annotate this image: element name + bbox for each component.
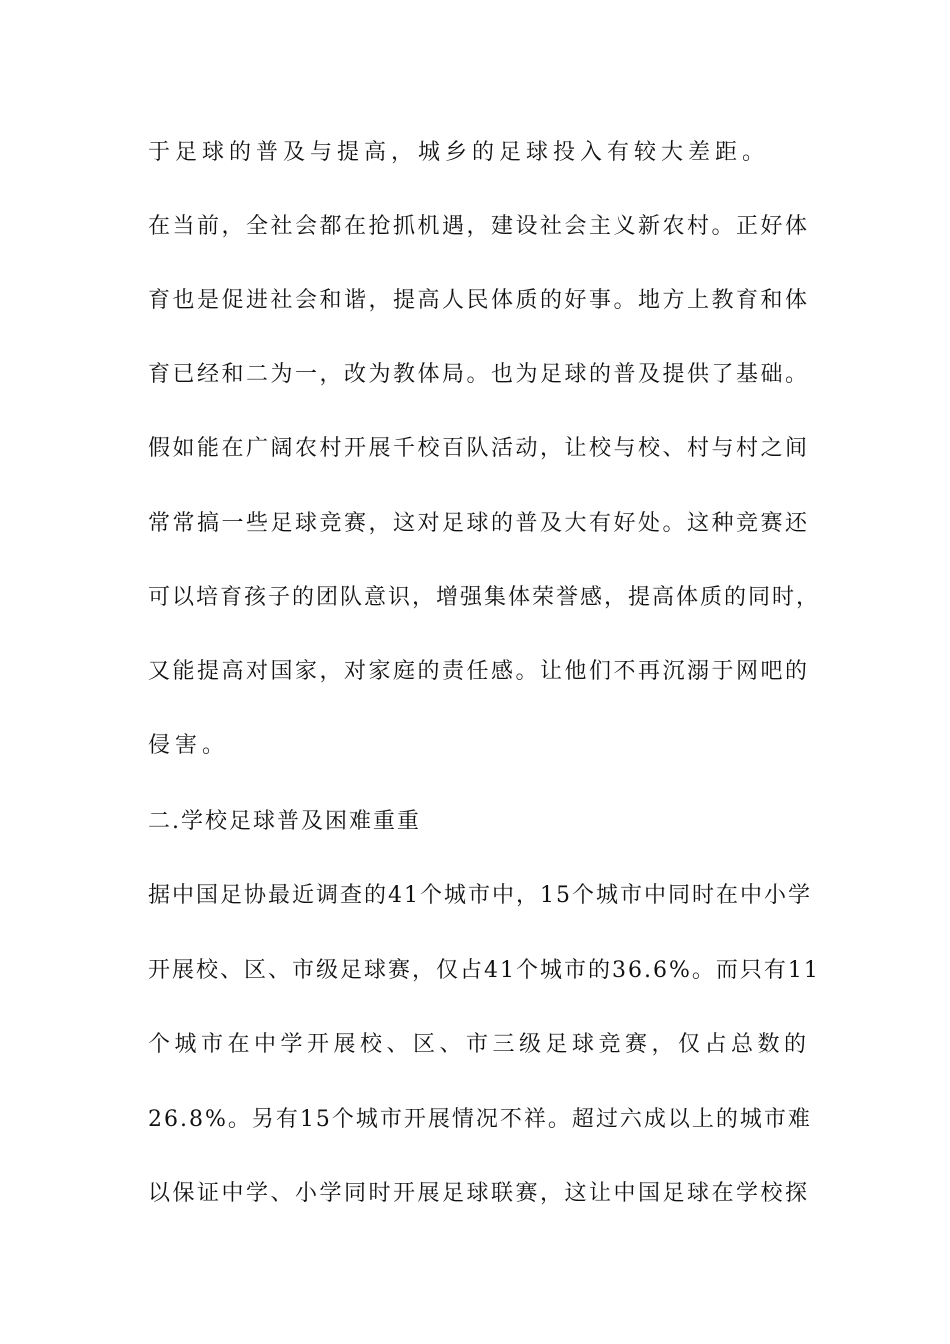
section-heading: 二.学校足球普及困难重重 <box>148 809 421 834</box>
text-line: 又能提高对国家，对家庭的责任感。让他们不再沉溺于网吧的 <box>148 659 810 684</box>
text-line: 个城市在中学开展校、区、市三级足球竞赛，仅占总数的 <box>148 1032 811 1057</box>
text-line: 育已经和二为一，改为教体局。也为足球的普及提供了基础。 <box>148 362 810 387</box>
text-line: 侵害。 <box>148 733 230 758</box>
text-line: 以保证中学、小学同时开展足球联赛，这让中国足球在学校探 <box>148 1181 810 1206</box>
text-line: 育也是促进社会和谐，提高人民体质的好事。地方上教育和体 <box>148 288 810 313</box>
text-line: 26.8%。另有15个城市开展情况不祥。超过六成以上的城市难 <box>148 1107 812 1132</box>
text-line: 可以培育孩子的团队意识，增强集体荣誉感，提高体质的同时， <box>148 585 821 610</box>
text-line: 假如能在广阔农村开展千校百队活动，让校与校、村与村之间 <box>148 436 810 461</box>
text-line: 于足球的普及与提高，城乡的足球投入有较大差距。 <box>148 140 770 165</box>
text-line: 在当前，全社会都在抢抓机遇，建设社会主义新农村。正好体 <box>148 214 810 239</box>
text-line: 据中国足协最近调查的41个城市中，15个城市中同时在中小学 <box>148 883 812 908</box>
text-line: 开展校、区、市级足球赛，仅占41个城市的36.6%。而只有11 <box>148 958 820 983</box>
text-line: 常常搞一些足球竞赛，这对足球的普及大有好处。这种竞赛还 <box>148 511 810 536</box>
